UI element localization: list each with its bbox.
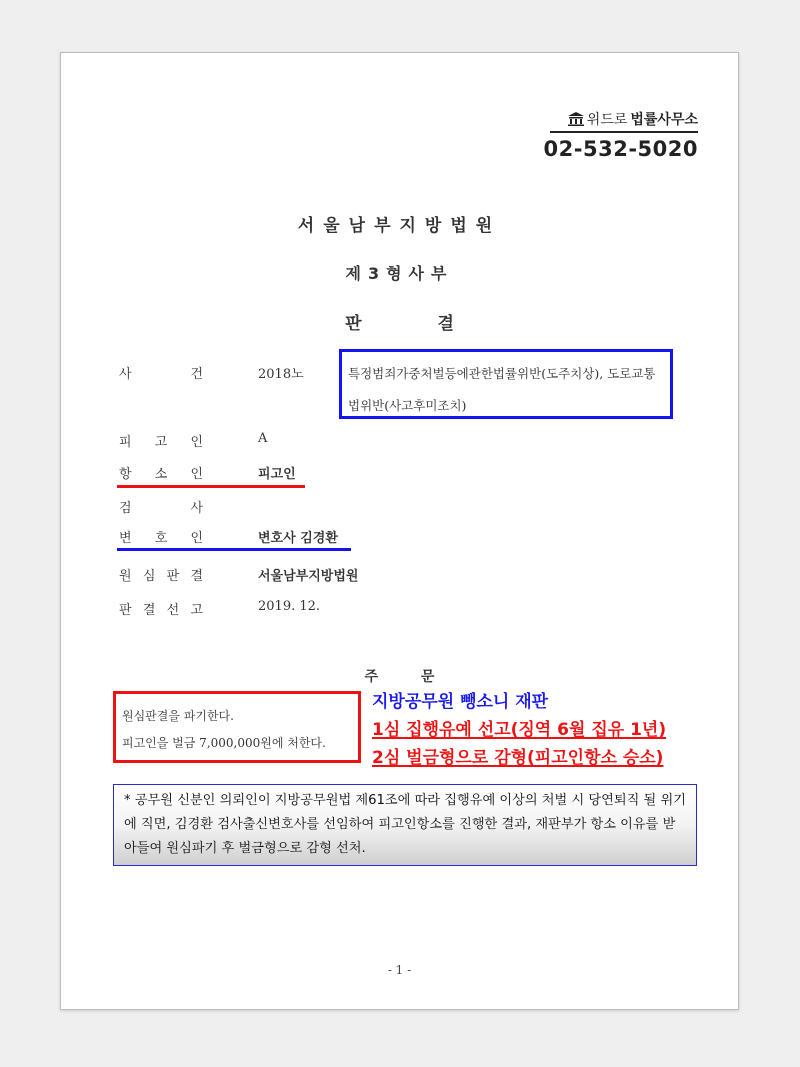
ruling-heading: 주 문 <box>364 669 435 685</box>
annotation-second-instance: 2심 벌금형으로 감형(피고인항소 승소) <box>372 748 664 768</box>
label-char: 판 <box>119 603 132 618</box>
row-label-prosecutor <box>119 497 203 516</box>
annotation-first-instance: 1심 집행유예 선고(징역 6월 집유 1년) <box>372 720 667 740</box>
label-char: 고 <box>190 603 203 618</box>
judgment-title: 판 결 <box>345 314 454 334</box>
label-char: 사 <box>190 501 203 516</box>
case-summary-box: * 공무원 신분인 의뢰인이 지방공무원법 제61조에 따라 집행유예 이상의 처벌 시 당연퇴직 될 위기에 직면, 김경환 검사출신변호사를 선임하여 피고인항소를 진행한 결과, 재판부가 항소 이유를 받아들여 원심파기 후 벌금형으로 감형 선처. <box>113 784 697 866</box>
ruling-box <box>113 691 361 763</box>
case-name-box: 특정범죄가중처벌등에관한법률위반(도주치상), 도로교통법위반(사고후미조치) <box>339 349 673 419</box>
row-label-defendant <box>119 431 203 450</box>
page-number: - 1 - <box>387 963 412 977</box>
row-value-original-judgment: 서울남부지방법원 <box>258 569 359 584</box>
law-firm-name-bold: 법률사무소 <box>630 112 698 128</box>
row-label-original-judgment <box>119 565 203 584</box>
label-char: 소 <box>154 467 168 482</box>
label-char: 인 <box>190 435 203 450</box>
row-value-appellant: 피고인 <box>258 467 296 482</box>
row-value-defendant: A <box>258 431 268 446</box>
label-char: 심 <box>142 569 156 584</box>
label-char: 인 <box>190 467 203 482</box>
counsel-blue-underline <box>117 548 351 551</box>
document-page <box>60 52 739 1010</box>
label-char: 건 <box>190 367 203 382</box>
row-value-case: 2018노 <box>258 367 304 382</box>
label-char: 판 <box>166 569 180 584</box>
row-label-sentencing-date <box>119 599 203 618</box>
label-char: 선 <box>166 603 180 618</box>
label-char: 결 <box>190 569 203 584</box>
row-value-sentencing-date: 2019. 12. <box>258 599 321 614</box>
label-char: 결 <box>142 603 156 618</box>
row-value-counsel: 변호사 김경환 <box>258 531 338 546</box>
ruling-line-1: 원심판결을 파기한다. <box>122 709 234 723</box>
row-label-counsel <box>119 527 203 546</box>
row-label-appellant <box>119 463 203 482</box>
row-label-case <box>119 363 203 382</box>
label-char: 검 <box>119 501 132 516</box>
court-name: 서울남부지방법원 <box>297 216 502 236</box>
court-division: 제3형사부 <box>345 264 454 283</box>
label-char: 인 <box>190 531 203 546</box>
law-firm-header <box>544 109 698 161</box>
appellant-red-underline <box>117 485 305 488</box>
label-char: 변 <box>119 531 132 546</box>
label-char: 호 <box>154 531 168 546</box>
law-firm-phone: 02-532-5020 <box>543 137 698 161</box>
label-char: 고 <box>154 435 168 450</box>
label-char: 항 <box>119 467 132 482</box>
law-firm-name-prefix: 위드로 <box>586 112 628 128</box>
label-char: 피 <box>119 435 132 450</box>
law-firm-name <box>550 109 698 133</box>
annotation-headline: 지방공무원 뺑소니 재판 <box>372 692 549 712</box>
label-char: 원 <box>119 569 132 584</box>
label-char: 사 <box>119 367 132 382</box>
courthouse-icon <box>568 112 584 126</box>
ruling-line-2: 피고인을 벌금 7,000,000원에 처한다. <box>122 736 326 750</box>
